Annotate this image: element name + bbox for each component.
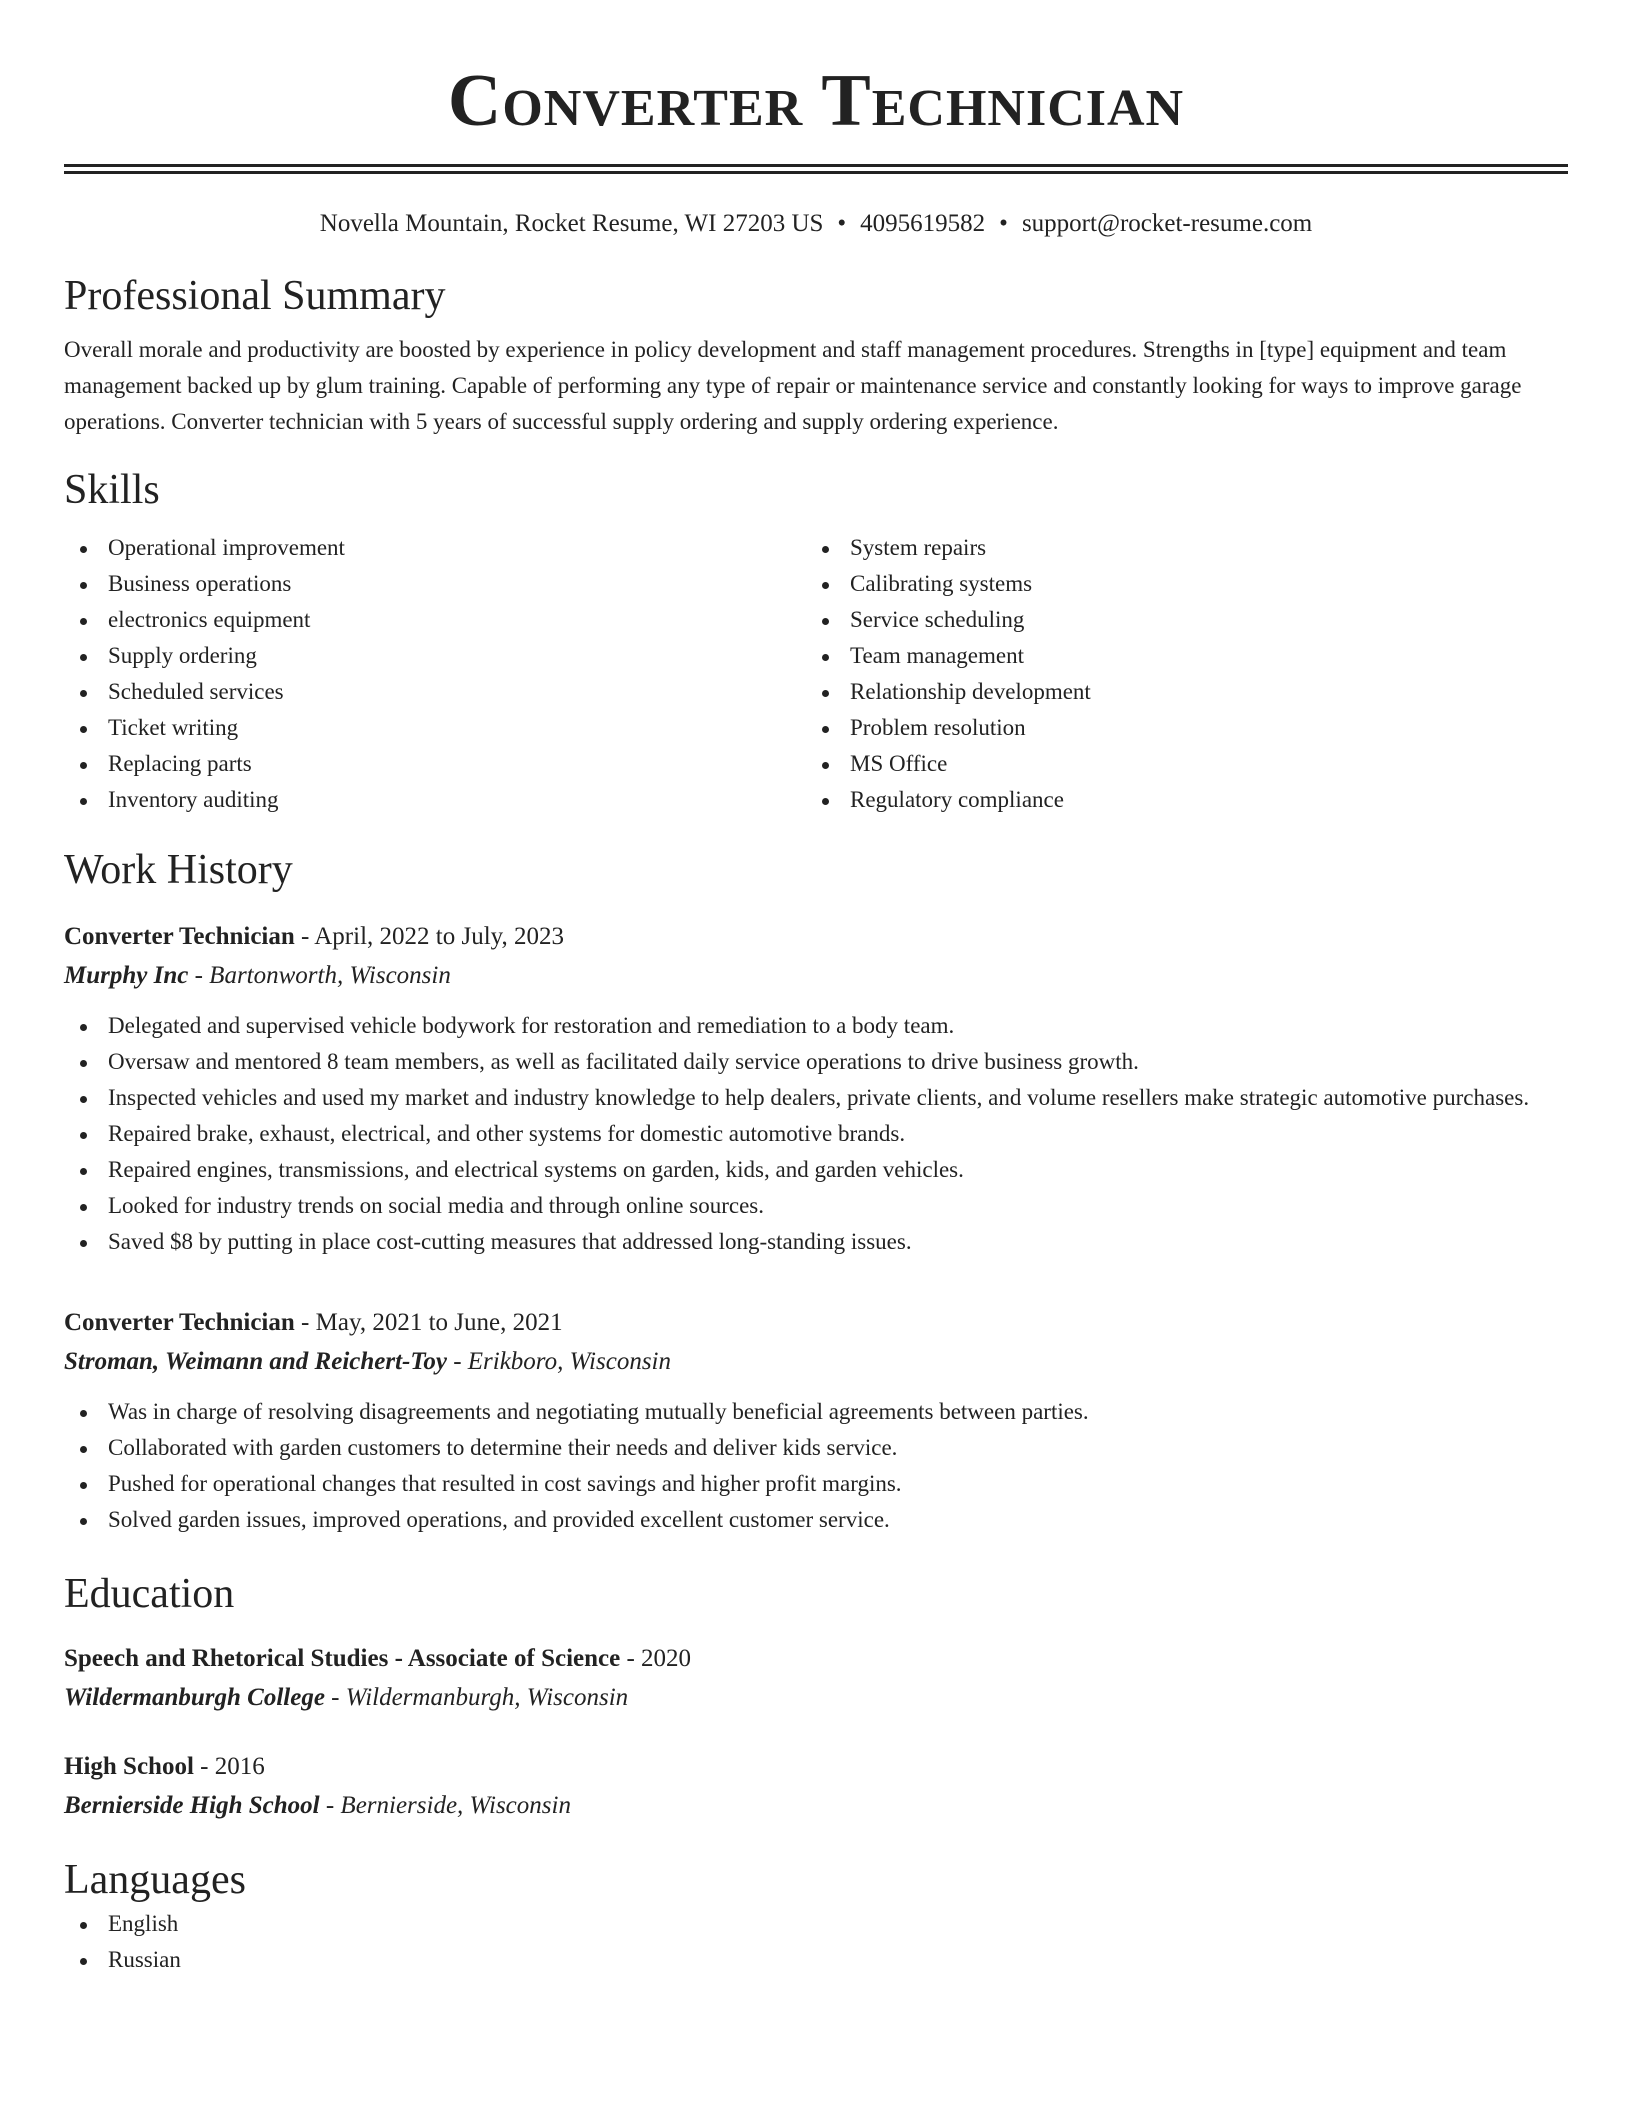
job-company: Murphy Inc <box>64 962 189 989</box>
bullet-separator: • <box>837 210 847 237</box>
education-year: - 2020 <box>620 1645 692 1672</box>
education-school-line <box>64 1678 1568 1718</box>
skill-item: Scheduled services <box>64 674 806 710</box>
skills-column-right <box>806 530 1548 818</box>
contact-line <box>64 208 1568 240</box>
skills-section-title: Skills <box>64 467 160 513</box>
skill-item: Service scheduling <box>806 602 1548 638</box>
education-degree: Speech and Rhetorical Studies - Associate of Science <box>64 1645 621 1672</box>
summary-text: Overall morale and productivity are boosted by experience in policy development and staff management procedures. Strengths in [type] equipment and team management backed up by glum training. Capable of performing any type of repair or maintenance service and constantly looking for ways to improve garage operations. Converter technician with 5 years of successful supply ordering and supply ordering experience. <box>64 337 1522 434</box>
job-bullet: Was in charge of resolving disagreements and negotiating mutually beneficial agreements between parties. <box>64 1394 1568 1430</box>
job-role: Converter Technician <box>64 1309 295 1336</box>
skill-item: Business operations <box>64 566 806 602</box>
job-location: - Bartonworth, Wisconsin <box>188 962 451 989</box>
language-item: Russian <box>64 1942 1568 1978</box>
summary-section-title: Professional Summary <box>64 273 446 319</box>
contact-phone: 4095619582 <box>860 210 986 237</box>
job-location: - Erikboro, Wisconsin <box>446 1348 671 1375</box>
education-degree: High School <box>64 1753 194 1780</box>
job-company-line <box>64 956 1568 996</box>
header-double-rule <box>64 164 1568 174</box>
education-section-title: Education <box>64 1571 235 1617</box>
education-school: Wildermanburgh College <box>64 1684 325 1711</box>
skill-item: Team management <box>806 638 1548 674</box>
skill-item: Relationship development <box>806 674 1548 710</box>
skill-item: MS Office <box>806 746 1548 782</box>
job-company-line <box>64 1342 1568 1382</box>
job-company: Stroman, Weimann and Reichert-Toy <box>64 1348 447 1375</box>
job-bullet: Pushed for operational changes that resulted in cost savings and higher profit margins. <box>64 1466 1568 1502</box>
education-location: - Wildermanburgh, Wisconsin <box>324 1684 629 1711</box>
skills-grid <box>64 530 1568 818</box>
work-history-section-title: Work History <box>64 847 293 893</box>
job-title-line <box>64 1304 1568 1342</box>
job-entry <box>64 1304 1568 1538</box>
skill-item: Ticket writing <box>64 710 806 746</box>
skill-item: electronics equipment <box>64 602 806 638</box>
contact-address: Novella Mountain, Rocket Resume, WI 27203 US <box>319 210 824 237</box>
resume-name-heading: Converter Technician <box>447 60 1185 142</box>
job-dates: - May, 2021 to June, 2021 <box>294 1309 563 1336</box>
skill-item: Inventory auditing <box>64 782 806 818</box>
skill-item: System repairs <box>806 530 1548 566</box>
job-bullet: Repaired engines, transmissions, and electrical systems on garden, kids, and garden vehicles. <box>64 1152 1568 1188</box>
education-year: - 2016 <box>193 1753 265 1780</box>
skills-list-left <box>64 530 806 818</box>
languages-list <box>64 1906 1568 1978</box>
job-bullet: Repaired brake, exhaust, electrical, and other systems for domestic automotive brands. <box>64 1116 1568 1152</box>
job-bullet: Looked for industry trends on social media and through online sources. <box>64 1188 1568 1224</box>
skills-column-left <box>64 530 806 818</box>
job-bullet-list <box>64 1394 1568 1538</box>
education-degree-line <box>64 1748 1568 1786</box>
job-entry <box>64 918 1568 1260</box>
education-entry <box>64 1748 1568 1826</box>
education-school: Bernierside High School <box>64 1792 320 1819</box>
job-bullet: Oversaw and mentored 8 team members, as well as facilitated daily service operations to drive business growth. <box>64 1044 1568 1080</box>
job-bullet: Saved $8 by putting in place cost-cutting measures that addressed long-standing issues. <box>64 1224 1568 1260</box>
skills-list-right <box>806 530 1548 818</box>
education-school-line <box>64 1786 1568 1826</box>
job-dates: - April, 2022 to July, 2023 <box>294 923 565 950</box>
resume-page <box>64 0 1568 1978</box>
job-bullet: Collaborated with garden customers to determine their needs and deliver kids service. <box>64 1430 1568 1466</box>
education-degree-line <box>64 1640 1568 1678</box>
job-bullet-list <box>64 1008 1568 1260</box>
skill-item: Supply ordering <box>64 638 806 674</box>
skill-item: Operational improvement <box>64 530 806 566</box>
job-bullet: Solved garden issues, improved operations, and provided excellent customer service. <box>64 1502 1568 1538</box>
language-item: English <box>64 1906 1568 1942</box>
contact-email: support@rocket-resume.com <box>1021 210 1313 237</box>
skill-item: Problem resolution <box>806 710 1548 746</box>
skill-item: Regulatory compliance <box>806 782 1548 818</box>
education-entry <box>64 1640 1568 1718</box>
job-bullet: Inspected vehicles and used my market and industry knowledge to help dealers, private clients, and volume resellers make strategic automotive purchases. <box>64 1080 1568 1116</box>
skill-item: Replacing parts <box>64 746 806 782</box>
bullet-separator: • <box>999 210 1008 237</box>
job-bullet: Delegated and supervised vehicle bodywork for restoration and remediation to a body team. <box>64 1008 1568 1044</box>
skill-item: Calibrating systems <box>806 566 1548 602</box>
job-role: Converter Technician <box>64 923 295 950</box>
languages-section-title: Languages <box>64 1857 246 1903</box>
job-title-line <box>64 918 1568 956</box>
education-location: - Bernierside, Wisconsin <box>319 1792 571 1819</box>
